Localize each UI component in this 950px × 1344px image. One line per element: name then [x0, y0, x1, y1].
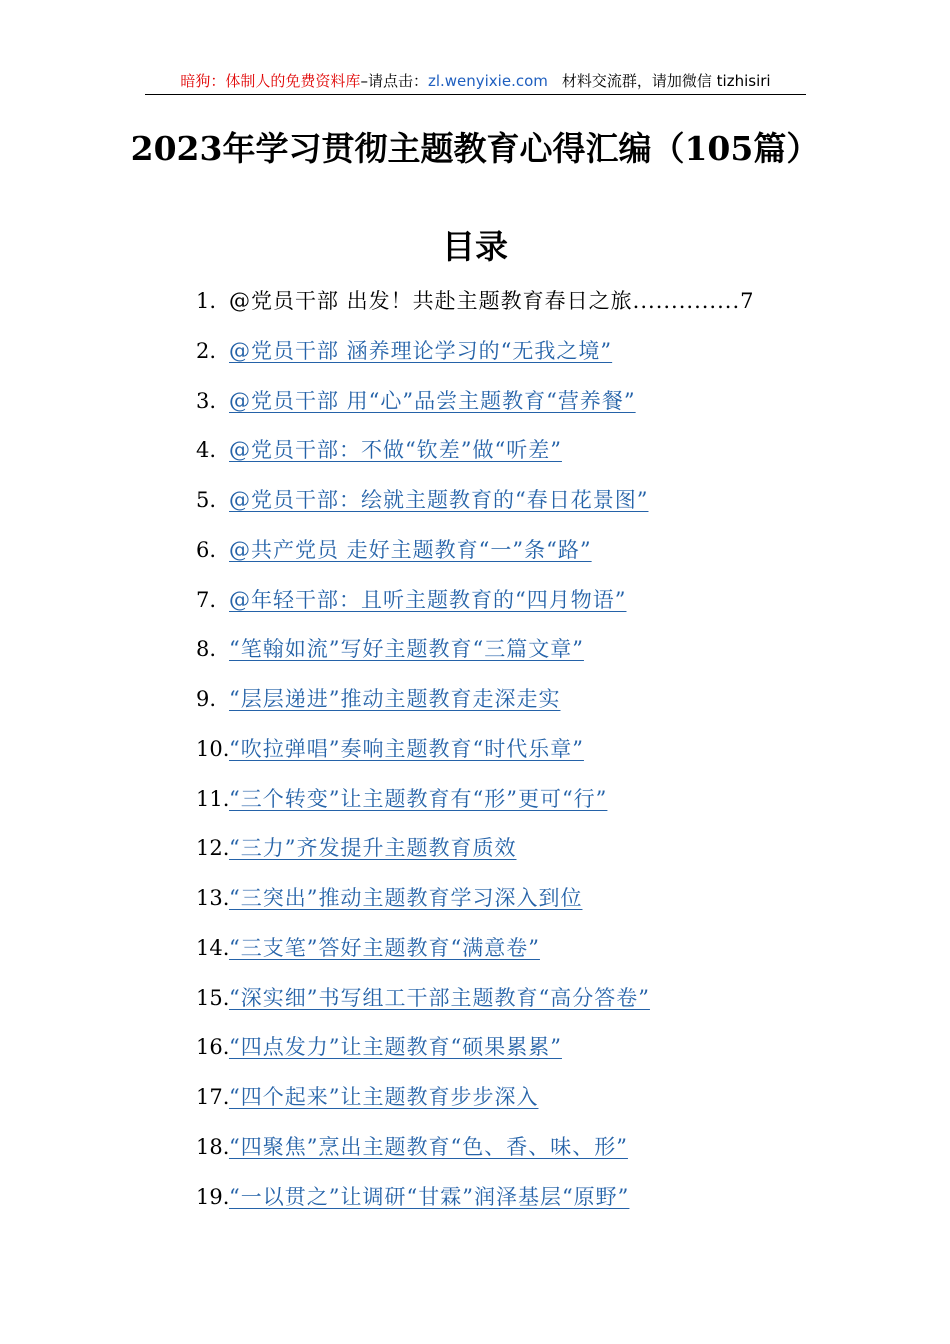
- toc-item-link[interactable]: @年轻干部：且听主题教育的“四月物语”: [229, 587, 627, 612]
- toc-item-link[interactable]: @党员干部 出发！共赴主题教育春日之旅..............7: [229, 289, 755, 313]
- contact-note: 材料交流群，请加微信 tizhisiri: [561, 72, 771, 90]
- toc-item: [196, 481, 836, 531]
- toc-item-number: 14.: [196, 935, 230, 960]
- toc-item-number: 13.: [196, 886, 230, 910]
- toc-item-number: 12.: [196, 836, 230, 861]
- toc-item: [196, 382, 836, 432]
- toc-item: [196, 780, 836, 830]
- toc-item: [196, 929, 836, 979]
- toc-item-link[interactable]: “三支笔”答好主题教育“满意卷”: [229, 935, 540, 960]
- table-of-contents: [196, 282, 836, 1227]
- document-title: 2023年学习贯彻主题教育心得汇编（105篇）: [130, 129, 820, 168]
- toc-item: [196, 829, 836, 879]
- toc-item: [196, 332, 836, 382]
- toc-item-link[interactable]: @共产党员 走好主题教育“一”条“路”: [229, 537, 592, 562]
- toc-item-number: 9.: [196, 687, 217, 711]
- toc-item-number: 11.: [196, 786, 230, 811]
- toc-item-number: 15.: [196, 985, 230, 1010]
- toc-item-link[interactable]: “一以贯之”让调研“甘霖”润泽基层“原野”: [229, 1184, 630, 1209]
- toc-item-link[interactable]: “三个转变”让主题教育有“形”更可“行”: [229, 786, 608, 811]
- toc-item-link[interactable]: “吹拉弹唱”奏响主题教育“时代乐章”: [229, 736, 584, 761]
- toc-item-number: 7.: [196, 587, 217, 612]
- toc-heading: 目录: [442, 227, 508, 266]
- toc-item: [196, 730, 836, 780]
- toc-item-link[interactable]: @党员干部 涵养理论学习的“无我之境”: [229, 338, 613, 363]
- toc-item: [196, 630, 836, 680]
- toc-item-number: 3.: [196, 388, 217, 413]
- toc-item-link[interactable]: @党员干部：绘就主题教育的“春日花景图”: [229, 488, 649, 512]
- toc-item: [196, 1028, 836, 1078]
- toc-item: [196, 680, 836, 730]
- toc-item: [196, 282, 836, 332]
- toc-item-link[interactable]: @党员干部 用“心”品尝主题教育“营养餐”: [229, 388, 636, 413]
- click-prompt: –请点击：: [360, 72, 428, 90]
- toc-item: [196, 979, 836, 1029]
- toc-item-number: 1.: [196, 289, 217, 313]
- toc-item-link[interactable]: “三突出”推动主题教育学习深入到位: [229, 886, 583, 910]
- toc-item-link[interactable]: “层层递进”推动主题教育走深走实: [229, 687, 561, 711]
- toc-item-number: 10.: [196, 736, 230, 761]
- toc-item: [196, 1178, 836, 1228]
- toc-item: [196, 879, 836, 929]
- toc-item-number: 19.: [196, 1184, 230, 1209]
- toc-item-number: 17.: [196, 1085, 230, 1109]
- toc-item-number: 5.: [196, 488, 217, 512]
- site-url-link[interactable]: zl.wenyixie.com: [427, 72, 548, 90]
- toc-item-link[interactable]: “深实细”书写组工干部主题教育“高分答卷”: [229, 985, 650, 1010]
- toc-item-number: 18.: [196, 1134, 230, 1159]
- toc-item: [196, 531, 836, 581]
- toc-item-link[interactable]: @党员干部：不做“钦差”做“听差”: [229, 438, 562, 463]
- toc-item-number: 16.: [196, 1035, 230, 1060]
- toc-item-number: 8.: [196, 637, 217, 662]
- toc-item: [196, 1128, 836, 1178]
- site-name: 暗狗：体制人的免费资料库: [180, 72, 361, 90]
- toc-item-link[interactable]: “笔翰如流”写好主题教育“三篇文章”: [229, 637, 584, 662]
- toc-item-number: 2.: [196, 338, 217, 363]
- toc-item: [196, 1078, 836, 1128]
- toc-item-link[interactable]: “四点发力”让主题教育“硕果累累”: [229, 1035, 562, 1060]
- toc-item-number: 4.: [196, 438, 217, 463]
- toc-item: [196, 581, 836, 631]
- toc-item: [196, 431, 836, 481]
- page-header: [145, 68, 806, 95]
- toc-item-link[interactable]: “四聚焦”烹出主题教育“色、香、味、形”: [229, 1134, 628, 1159]
- toc-item-number: 6.: [196, 537, 217, 562]
- toc-item-link[interactable]: “四个起来”让主题教育步步深入: [229, 1085, 539, 1109]
- toc-item-link[interactable]: “三力”齐发提升主题教育质效: [229, 836, 517, 861]
